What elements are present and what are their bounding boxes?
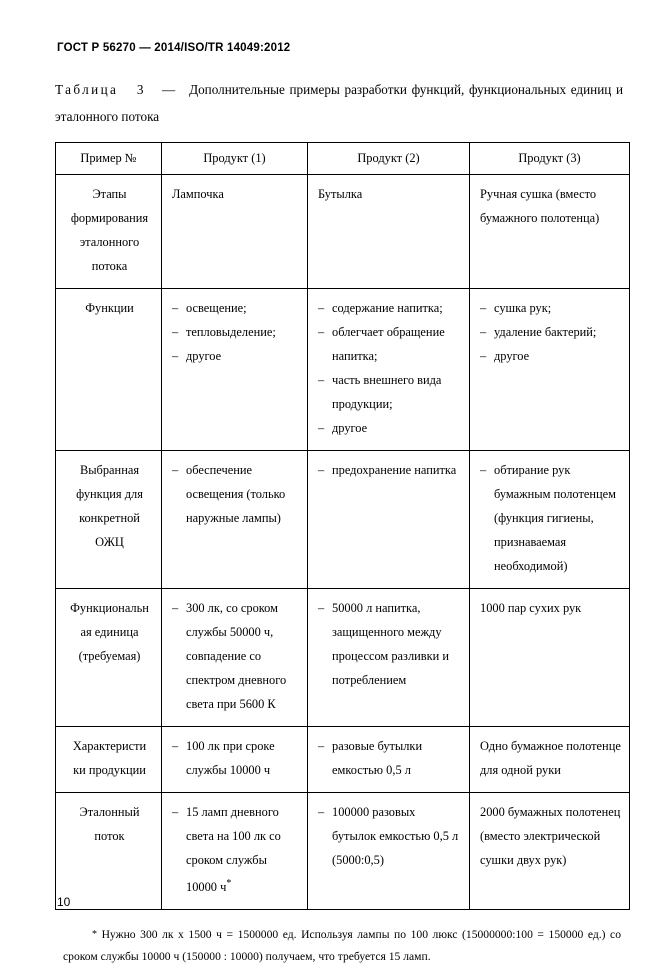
cell-product-2 [308, 289, 470, 451]
cell-product-3 [470, 175, 630, 289]
table-row [56, 175, 630, 289]
caption-number: 3 [136, 82, 144, 97]
cell-bullet-list [172, 800, 299, 899]
cell-product-1 [162, 451, 308, 589]
cell-bullet-list [172, 734, 299, 782]
table-footnote [63, 924, 621, 968]
footnote-mark: * [92, 929, 97, 941]
cell-bullet-item: – предохранение напитка [318, 458, 461, 482]
cell-bullet-item: – обтирание рук бумажным полотенцем (функция гигиены, признаваемая необходимой) [480, 458, 621, 578]
cell-bullet-item: – 15 ламп дневного света на 100 лк со сроком службы 10000 ч* [172, 800, 299, 899]
cell-product-2 [308, 727, 470, 793]
column-header-product-2: Продукт (2) [308, 143, 470, 175]
cell-bullet-item: – облегчает обращение напитка; [318, 320, 461, 368]
row-label: Характеристи ки продукции [56, 727, 162, 793]
cell-bullet-item: – 100 лк при сроке службы 10000 ч [172, 734, 299, 782]
cell-text: Бутылка [318, 187, 363, 201]
cell-bullet-item: – 300 лк, со сроком службы 50000 ч, совпадение со спектром дневного света при 5600 К [172, 596, 299, 716]
cell-text: Лампочка [172, 187, 224, 201]
table-row [56, 289, 630, 451]
cell-text: Ручная сушка (вместо бумажного полотенца) [480, 187, 600, 225]
cell-text: 1000 пар сухих рук [480, 601, 582, 615]
footnote-text: Нужно 300 лк х 1500 ч = 1500000 ед. Используя лампы по 100 люкс (15000000:100 = 150000 ед.) со сроком службы 10000 ч (150000 : 10000) получаем, что требуется 15 ламп. [63, 928, 622, 964]
cell-bullet-list [318, 458, 461, 482]
cell-bullet-item: – другое [318, 416, 461, 440]
cell-bullet-item: – другое [172, 344, 299, 368]
cell-bullet-list [318, 596, 461, 692]
cell-text: 2000 бумажных полотенец (вместо электрической сушки двух рук) [480, 805, 621, 867]
cell-bullet-list [480, 296, 621, 368]
caption-text: Дополнительные примеры разработки функций, функциональных единиц и эталонного потока [55, 82, 624, 124]
cell-bullet-item: – другое [480, 344, 621, 368]
table-caption [55, 76, 623, 130]
cell-text: Одно бумажное полотенце для одной руки [480, 739, 621, 777]
caption-dash: — [162, 82, 176, 97]
cell-product-2 [308, 793, 470, 910]
cell-bullet-list [172, 458, 299, 530]
cell-product-1 [162, 793, 308, 910]
row-label: Выбранная функция для конкретной ОЖЦ [56, 451, 162, 589]
cell-bullet-item: – содержание напитка; [318, 296, 461, 320]
row-label: Эталонный поток [56, 793, 162, 910]
cell-bullet-list [172, 596, 299, 716]
table-row [56, 451, 630, 589]
column-header-example: Пример № [56, 143, 162, 175]
cell-product-3 [470, 451, 630, 589]
cell-bullet-item: – 50000 л напитка, защищенного между процессом разливки и потреблением [318, 596, 461, 692]
row-label: Этапы формирования эталонного потока [56, 175, 162, 289]
footnote-reference: * [226, 878, 232, 889]
cell-bullet-item: – 100000 разовых бутылок емкостью 0,5 л (5000:0,5) [318, 800, 461, 872]
table-body [56, 175, 630, 910]
table-row [56, 793, 630, 910]
cell-product-3 [470, 727, 630, 793]
page-number: 10 [57, 895, 71, 909]
document-header: ГОСТ Р 56270 — 2014/ISO/TR 14049:2012 [57, 42, 291, 54]
cell-bullet-item: – разовые бутылки емкостью 0,5 л [318, 734, 461, 782]
cell-product-1 [162, 727, 308, 793]
row-label: Функции [56, 289, 162, 451]
cell-bullet-item: – сушка рук; [480, 296, 621, 320]
cell-bullet-item: – обеспечение освещения (только наружные лампы) [172, 458, 299, 530]
column-header-product-3: Продукт (3) [470, 143, 630, 175]
table-row [56, 727, 630, 793]
cell-product-1 [162, 175, 308, 289]
cell-product-2 [308, 175, 470, 289]
cell-bullet-item: – тепловыделение; [172, 320, 299, 344]
cell-product-1 [162, 289, 308, 451]
cell-bullet-list [172, 296, 299, 368]
cell-product-1 [162, 589, 308, 727]
cell-bullet-list [480, 458, 621, 578]
table-header-row [56, 143, 630, 175]
column-header-product-1: Продукт (1) [162, 143, 308, 175]
cell-product-3 [470, 793, 630, 910]
cell-bullet-item: – удаление бактерий; [480, 320, 621, 344]
cell-product-2 [308, 451, 470, 589]
cell-product-3 [470, 289, 630, 451]
cell-bullet-list [318, 296, 461, 440]
cell-product-3 [470, 589, 630, 727]
cell-bullet-item: – освещение; [172, 296, 299, 320]
cell-product-2 [308, 589, 470, 727]
cell-bullet-item: – часть внешнего вида продукции; [318, 368, 461, 416]
row-label: Функциональн ая единица (требуемая) [56, 589, 162, 727]
table-row [56, 589, 630, 727]
examples-table [55, 142, 630, 910]
cell-bullet-list [318, 800, 461, 872]
cell-bullet-list [318, 734, 461, 782]
caption-label: Таблица [55, 82, 119, 97]
